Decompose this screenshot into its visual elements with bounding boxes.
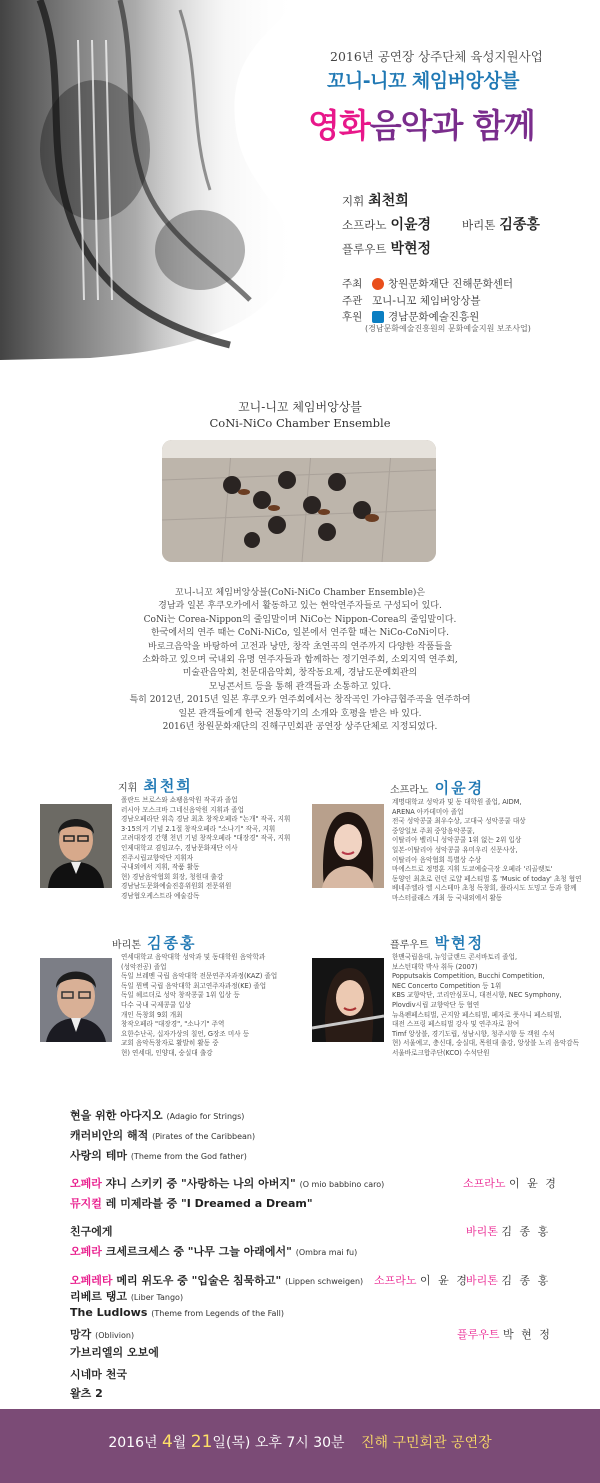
description-line: 경남과 일본 후쿠오카에서 활동하고 있는 현악연주자들로 구성되어 있다. bbox=[158, 601, 442, 612]
bio-line: 창작오페라 "대장경", "소나기" 주역 bbox=[121, 1020, 225, 1029]
performer-role: 플루우트 bbox=[390, 940, 429, 951]
bio-line: 경남남도문화예술진흥위원회 전문위원 bbox=[121, 882, 232, 891]
date-day: 21 bbox=[190, 1432, 213, 1452]
program-title: 캐러비안의 해적 bbox=[70, 1129, 149, 1142]
sponsor-label: 주관 bbox=[342, 295, 363, 307]
bio-line: 계명대학교 성악과 및 동 대학원 졸업, AIDM, bbox=[392, 798, 522, 806]
program-title-en: (Adagio for Strings) bbox=[166, 1112, 245, 1121]
performer-role: 소프라노 bbox=[374, 1274, 417, 1287]
description-line: 모닝콘서트 등을 통해 관객들과 소통하고 있다. bbox=[208, 681, 392, 692]
bio-line: 요한수난곡, 십자가상의 칠언, G장조 미사 등 bbox=[121, 1029, 250, 1038]
bio-line: 베네주엘라 엘 시스테마 초청 독창회, 플라시도 도밍고 등과 함께 bbox=[392, 884, 577, 893]
bio-line: 고려대장경 간행 천년 기념 창작오페라 "대장경" 작곡, 지휘 bbox=[121, 834, 291, 843]
soprano-bio bbox=[392, 798, 581, 904]
program-title-en: (Theme from the God father) bbox=[130, 1152, 247, 1161]
conductor-bio bbox=[121, 796, 290, 902]
venue: 진해 구민회관 공연장 bbox=[361, 1435, 492, 1451]
bio-line: 전국 성악콩쿨 최우수상, 고대국 성악콩쿨 대상 bbox=[392, 817, 526, 826]
credit-role: 지휘 bbox=[342, 194, 365, 208]
performer-name: 박현정 bbox=[434, 934, 485, 952]
bio-line: 러시아 모스크바 그네신음악원 지휘과 졸업 bbox=[121, 805, 245, 814]
ensemble-description bbox=[90, 587, 510, 734]
conductor-portrait bbox=[40, 804, 112, 888]
soprano-portrait bbox=[312, 804, 384, 888]
performer-baritone-title bbox=[112, 932, 196, 953]
cultural-foundation-logo-icon bbox=[372, 278, 384, 290]
credit-flute bbox=[342, 238, 431, 258]
program-genre: 오페레타 bbox=[70, 1274, 113, 1287]
program-title: 현을 위한 아다지오 bbox=[70, 1109, 163, 1122]
credit-role: 플루우트 bbox=[342, 242, 387, 256]
program-title-en: (Theme from Legends of the Fall) bbox=[151, 1309, 285, 1318]
program-item bbox=[70, 1385, 103, 1401]
bio-line: 독일 헤르더로 성악 창작콩쿨 1위 입상 등 bbox=[121, 991, 240, 1000]
date-month: 4 bbox=[161, 1432, 173, 1452]
performer-role: 바리톤 bbox=[112, 940, 141, 951]
bio-line: 국내외에서 지휘, 작품 활동 bbox=[121, 863, 200, 872]
concert-title-part1: 영화 bbox=[308, 106, 370, 145]
bio-line: 이탈리아 음악협회 특별상 수상 bbox=[392, 855, 482, 864]
ensemble-name-header: 꼬니-니꼬 체임버앙상블 bbox=[327, 70, 520, 92]
program-item bbox=[70, 1288, 183, 1304]
description-line: 꼬니-니꼬 체임버앙상블(CoNi-NiCo Chamber Ensemble)은 bbox=[174, 588, 426, 598]
bio-line: KBS 교향악단, 코리안심포니, 대전시향, NEC Symphony, bbox=[392, 991, 562, 1000]
date-month-unit: 월 bbox=[172, 1435, 187, 1451]
concert-title bbox=[308, 100, 535, 147]
program-title-en: (Ombra mai fu) bbox=[295, 1248, 358, 1257]
program-title: 리베르 탱고 bbox=[70, 1290, 127, 1303]
program-title: 메리 위도우 중 "입술은 침묵하고" bbox=[116, 1274, 282, 1287]
bio-line: 마스터클래스 개최 등 국내외에서 활동 bbox=[392, 893, 503, 902]
performer-name: 이윤경 bbox=[434, 779, 485, 797]
bio-line: 서울바로크합주단(KCO) 수석단원 bbox=[392, 1048, 490, 1057]
credit-role: 소프라노 bbox=[342, 218, 387, 232]
bio-line: NEC Concerto Competition 등 1위 bbox=[392, 981, 502, 990]
performer-name: 김 종 홍 bbox=[501, 1274, 551, 1287]
sponsor-support bbox=[342, 309, 479, 324]
program-title: The Ludlows bbox=[70, 1306, 148, 1319]
performer-role: 플루우트 bbox=[457, 1328, 500, 1341]
bio-line: 폴란드 브로스와 쇼팽음악원 작곡과 졸업 bbox=[121, 796, 238, 804]
flutist-portrait bbox=[312, 958, 384, 1042]
bio-line: (성악전공) 졸업 bbox=[121, 962, 167, 971]
sponsor-text: 창원문화재단 진해문화센터 bbox=[388, 278, 514, 290]
program-performer bbox=[466, 1223, 550, 1239]
bio-line: 현) 연세대, 인양대, 숭실대 출강 bbox=[121, 1048, 213, 1057]
sponsor-text: 경남문화예술진흥원 bbox=[388, 311, 480, 323]
performer-name: 이 윤 경 bbox=[509, 1177, 558, 1190]
ensemble-photo bbox=[162, 440, 436, 562]
program-performer bbox=[374, 1272, 469, 1288]
bio-line: ARENA 아카데미아 졸업 bbox=[392, 807, 464, 816]
bio-line: Plovdiv시립 교향악단 등 협연 bbox=[392, 1000, 480, 1009]
bio-line: 다수 국내 국제콩쿨 입상 bbox=[121, 1000, 191, 1009]
program-title: 가브리엘의 오보에 bbox=[70, 1346, 159, 1359]
credit-name: 최천희 bbox=[368, 193, 409, 209]
bio-line: 진주시립교향악단 지휘자 bbox=[121, 853, 194, 862]
bio-line: 마에스트로 정명훈 지휘 도쿄예술극장 오페라 '리골렛토' bbox=[392, 865, 553, 874]
performer-name: 김 종 홍 bbox=[501, 1225, 551, 1238]
description-line: 바로크음악을 바탕하여 고전과 낭만, 창작 초연곡의 연주까지 다양한 작품들을 bbox=[148, 641, 452, 652]
program-title: 왈츠 2 bbox=[70, 1387, 103, 1400]
performer-role: 바리톤 bbox=[466, 1274, 498, 1287]
sponsor-label: 후원 bbox=[342, 311, 363, 323]
bio-line: 이탈리아 벨리니 성악콩쿨 1위 없는 2위 입상 bbox=[392, 836, 522, 845]
bio-line: 보스턴대학 박사 취득 (2007) bbox=[392, 962, 478, 971]
bio-line: 개인 독창회 9회 개최 bbox=[121, 1010, 183, 1019]
baritone-portrait bbox=[40, 958, 112, 1042]
performer-name: 이 윤 경 bbox=[420, 1274, 469, 1287]
description-line: 소화하고 있으며 국내외 유명 연주자들과 함께하는 정기연주회, 소외지역 연주회, bbox=[142, 655, 458, 666]
date-time: 일(목) 오후 7시 30분 bbox=[212, 1435, 345, 1451]
program-item bbox=[70, 1223, 113, 1239]
bio-line: 한맨국립음대, 뉴잉글랜드 콘서바토리 졸업, bbox=[392, 953, 518, 961]
description-line: 한국에서의 연주 때는 CoNi-NiCo, 일본에서 연주할 때는 NiCo-CoNi이다. bbox=[151, 628, 449, 639]
baritone-bio bbox=[121, 953, 277, 1059]
program-item bbox=[70, 1366, 127, 1382]
ensemble-name-ko: 꼬니-니꼬 체임버앙상블 bbox=[238, 400, 362, 414]
bio-line: 경남오페라단 위촉 경남 최초 창작오페라 "논개" 작곡, 지휘 bbox=[121, 815, 291, 824]
bio-line: 대전 스프링 페스티벌 강사 및 연주자로 참여 bbox=[392, 1020, 520, 1029]
program-title: 레 미제라블 중 "I Dreamed a Dream" bbox=[105, 1197, 313, 1210]
concert-title-part2: 음악과 함께 bbox=[369, 106, 535, 145]
credit-name: 김종홍 bbox=[499, 217, 540, 233]
program-genre: 오페라 bbox=[70, 1245, 102, 1258]
bio-line: 교회 음악독창자로 활발히 활동 중 bbox=[121, 1039, 219, 1048]
program-item bbox=[70, 1175, 384, 1191]
sponsor-note: (경남문화예술진흥원의 문화예술지원 보조사업) bbox=[365, 324, 531, 333]
sponsor-organizer bbox=[342, 293, 481, 308]
project-subtitle: 2016년 공연장 상주단체 육성지원사업 bbox=[330, 49, 543, 64]
sponsor-host bbox=[342, 276, 513, 291]
program-title: 사랑의 테마 bbox=[70, 1149, 127, 1162]
program-title: 크세르크세스 중 "나무 그늘 아래에서" bbox=[105, 1245, 292, 1258]
bio-line: Popputsakis Competition, Bucchi Competition, bbox=[392, 972, 545, 981]
program-item bbox=[70, 1147, 247, 1163]
program-title: 친구에게 bbox=[70, 1225, 113, 1238]
description-line: 미술관음악회, 천문대음악회, 창작동요제, 경남도문예회관의 bbox=[182, 668, 418, 679]
performer-conductor-title bbox=[118, 775, 193, 796]
performer-name: 김종홍 bbox=[146, 934, 197, 952]
credit-role: 바리톤 bbox=[462, 218, 496, 232]
description-line: 일본 관객들에게 한국 전통악기의 소개와 호평을 받은 바 있다. bbox=[178, 708, 422, 719]
bio-line: 중앙일보 주최 중앙음악콩쿨, bbox=[392, 826, 475, 835]
bio-line: 현) 서울예고, 충신대, 숭실대, 목원대 출강, 앙상블 노리 음악감독 bbox=[392, 1039, 579, 1048]
description-line: 2016년 창원문화재단의 진해구민회관 공연장 상주단체로 지정되었다. bbox=[162, 722, 438, 733]
bio-line: 뉴욕펜페스티벌, 곤지암 페스티벌, 페자로 풋사니 페스티벌, bbox=[392, 1010, 562, 1019]
credit-name: 박현정 bbox=[390, 241, 432, 257]
program-performer bbox=[463, 1175, 558, 1191]
credit-conductor bbox=[342, 190, 409, 210]
program-item bbox=[70, 1326, 134, 1342]
bio-line: 독일 브레멘 국립 음악대학 전문연주자과정(KAZ) 졸업 bbox=[121, 972, 278, 981]
performer-role: 소프라노 bbox=[463, 1177, 506, 1190]
sponsor-label: 주최 bbox=[342, 278, 363, 290]
sponsor-text: 꼬니-니꼬 체임버앙상블 bbox=[372, 295, 481, 307]
performer-name: 최천희 bbox=[143, 777, 193, 795]
flutist-bio bbox=[392, 953, 579, 1059]
performer-soprano-title bbox=[390, 777, 484, 798]
bio-line: 인제대학교 겸임교수, 경남문화재단 이사 bbox=[121, 843, 238, 852]
program-title-en: (Oblivion) bbox=[95, 1331, 135, 1340]
program-item bbox=[70, 1306, 284, 1319]
description-line: CoNi는 Corea-Nippon의 줄임말이며 NiCo는 Nippon-Corea의 줄임말이다. bbox=[143, 614, 457, 625]
concert-date-venue bbox=[0, 1432, 600, 1452]
description-line: 특히 2012년, 2015년 일본 후쿠오카 연주회에서는 창작곡인 가야금협주곡을 연주하여 bbox=[129, 695, 471, 706]
performer-flute-title bbox=[390, 932, 484, 953]
date-year: 2016년 bbox=[108, 1435, 158, 1451]
bio-line: 현) 경남음악협회 회장, 청원대 출강 bbox=[121, 872, 224, 881]
program-title: 시네마 천국 bbox=[70, 1368, 127, 1381]
program-genre: 뮤지컬 bbox=[70, 1197, 102, 1210]
program-performer bbox=[457, 1326, 552, 1342]
program-title: 망각 bbox=[70, 1328, 92, 1341]
program-item bbox=[70, 1344, 159, 1360]
arts-agency-logo-icon bbox=[372, 311, 384, 323]
program-item bbox=[70, 1107, 244, 1123]
program-performer bbox=[466, 1272, 550, 1288]
credit-baritone bbox=[462, 214, 540, 234]
ensemble-name-en: CoNi-NiCo Chamber Ensemble bbox=[209, 416, 391, 430]
bio-line: 경남협오케스트라 예술감독 bbox=[121, 891, 200, 900]
program-item bbox=[70, 1243, 357, 1259]
credit-soprano bbox=[342, 214, 431, 234]
credit-name: 이윤경 bbox=[390, 217, 432, 233]
bio-line: 독일 뮌벡 국립 음악대학 최고연주자과정(KE) 졸업 bbox=[121, 981, 267, 990]
program-item bbox=[70, 1127, 255, 1143]
program-title-en: (O mio babbino caro) bbox=[299, 1180, 385, 1189]
program-title-en: (Pirates of the Caribbean) bbox=[152, 1132, 256, 1141]
bio-line: 동양인 최초로 런던 로얄 페스티벌 홀 'Music of today' 초청 협연 bbox=[392, 874, 582, 883]
performer-role: 바리톤 bbox=[466, 1225, 498, 1238]
bio-line: 연세대학교 음악대학 성악과 및 동대학원 음악학과 bbox=[121, 953, 266, 961]
program-title-en: (Lippen schweigen) bbox=[285, 1277, 364, 1286]
program-item bbox=[70, 1272, 363, 1288]
bio-line: 3·15의거 기념 2.1절 창작오페라 "소나기" 작곡, 지휘 bbox=[121, 824, 276, 833]
program-title-en: (Liber Tango) bbox=[130, 1293, 184, 1302]
bio-line: 일본-이탈리아 성악콩쿨 유미우리 신문사상, bbox=[392, 845, 518, 854]
performer-role: 소프라노 bbox=[390, 785, 429, 796]
performer-name: 박 현 정 bbox=[503, 1328, 552, 1341]
performer-role: 지휘 bbox=[118, 783, 138, 794]
bio-line: Timf 앙상블, 경기도립, 성남시향, 청주시향 등 객원 수석 bbox=[392, 1029, 555, 1038]
program-item bbox=[70, 1195, 313, 1211]
program-genre: 오페라 bbox=[70, 1177, 102, 1190]
program-title: 쟈니 스키키 중 "사랑하는 나의 아버지" bbox=[105, 1177, 296, 1190]
